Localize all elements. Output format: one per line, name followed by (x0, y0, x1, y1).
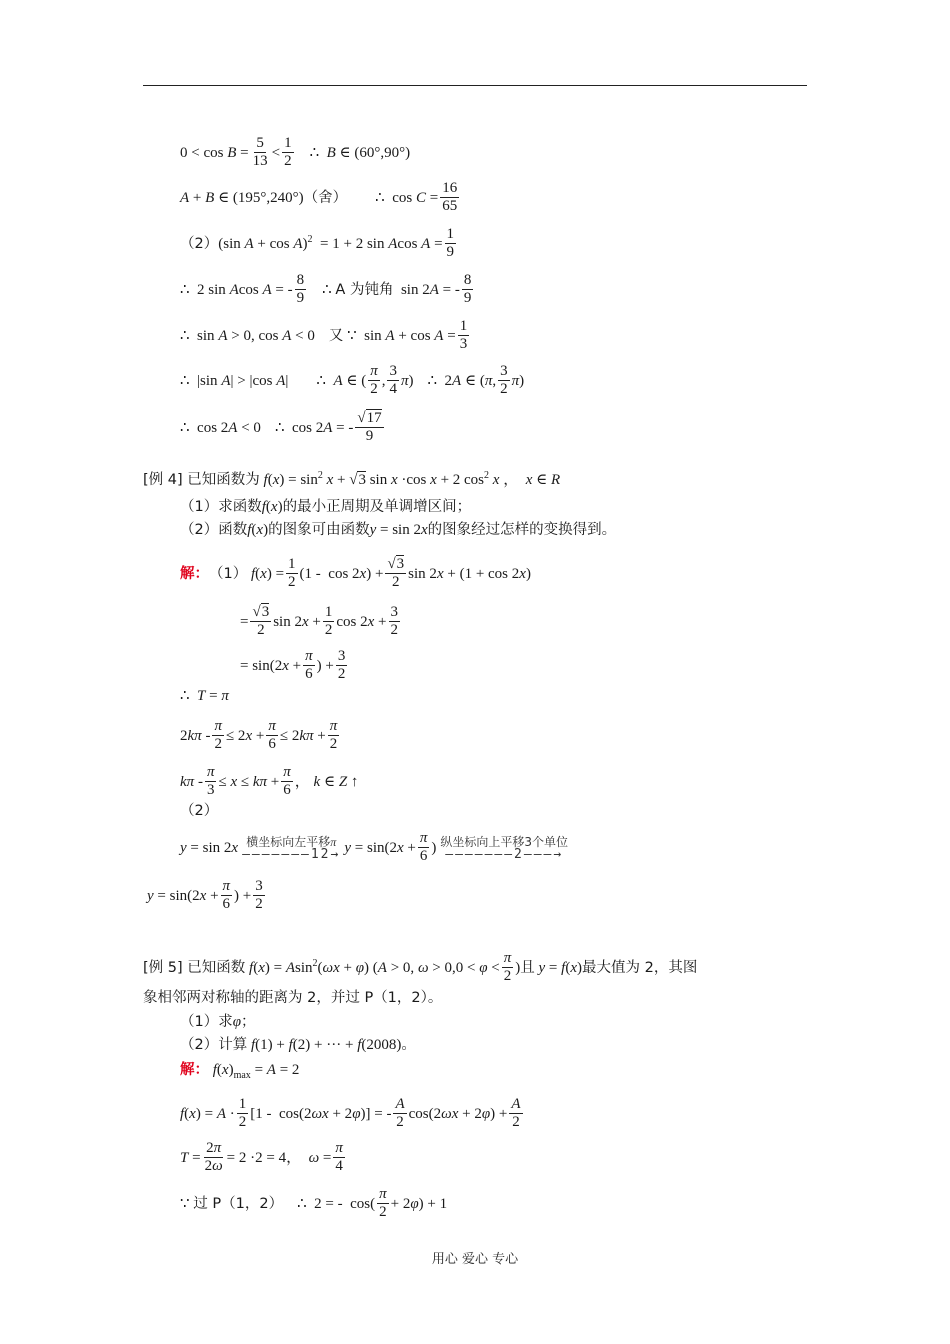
arrow1-label: 横坐标向左平移 (246, 834, 331, 849)
page-footer: 用心 爱心 专心 (431, 1252, 519, 1267)
line-cosB: 0 < cos B = $\frac{5}{13}$ < $\frac{1}{2}$ ∴ B ∈ (60°,90°) (180, 135, 411, 169)
solution4-interval: kπ - $\frac{\pi}{3}$ ≤ x ≤ kπ + $\frac{\pi}{6}$ ， k ∈ Z ↑ (180, 764, 359, 798)
discard-note: （舍） (303, 189, 348, 206)
q1-text: （1）求函数 (180, 499, 262, 515)
line-A-plus-B: A + B ∈ (195°,240°) （舍） ∴ cos C = $\frac{16}{65}$ (180, 180, 458, 214)
example5-question2: （2）计算 f(1) + f(2) + ··· + f(2008) 。 (180, 1037, 416, 1053)
part-label: （2） (180, 235, 219, 252)
solution-label: 解： (180, 565, 209, 582)
q2-tail: 的图象经过怎样的变换得到。 (427, 522, 617, 538)
example5-line2 (143, 988, 442, 1008)
solution4-part2-label (180, 801, 218, 821)
solution5-point: ∵ 过 P（1，2） ∴ 2 = - cos( $\frac{\pi}{2}$ + 2φ) + 1 (180, 1186, 448, 1220)
q2-mid: 的图象可由函数 (268, 522, 370, 538)
pass-point-text: 过 P（1，2） (193, 1195, 284, 1212)
solution4-line3: = sin(2x + $\frac{\pi}{6}$ ) + $\frac{3}{2}$ (240, 648, 346, 682)
solution5-expand: f(x) = A · $\frac{1}{2}$ [1 - cos(2ωx + 2φ)] = - $\frac{A}{2}$ cos(2ωx + 2φ) + $\frac{A}{2}$ (180, 1096, 521, 1130)
solution4-inequality: 2kπ - $\frac{\pi}{2}$ ≤ 2x + $\frac{\pi}{6}$ ≤ 2kπ + $\frac{\pi}{2}$ (180, 718, 338, 752)
example5-question1: （1）求 φ ； (180, 1014, 256, 1030)
header-rule (143, 85, 807, 86)
part2-label: （2） (180, 803, 219, 819)
q2-text: （2）函数 (180, 522, 248, 538)
transformation-line: y = sin 2x 横坐标向左平移π ———————12→ y = sin(2x + $\frac{\pi}{6}$ ) 纵坐标向上平移3个单位 ———————2———→ (180, 830, 569, 864)
solution5-label: 解： (180, 1062, 209, 1078)
ex5-line2-text: 象相邻两对称轴的距离为 2，并过 P（1，2）。 (143, 990, 443, 1006)
line-part2-square: （2） (sin A + cos A)$^2$ = 1 + 2 sin Acos A = $\frac{1}{9}$ (180, 226, 455, 260)
example5-title: [例 5] 已知函数 f(x) = Asin$^2$(ωx + φ) (A > 0, ω > 0,0 < φ < $\frac{\pi}{2}$ ) 且 y = f(x) 最大值为 2，其图 (143, 950, 698, 984)
transformation-result: y = sin(2x + $\frac{\pi}{6}$ ) + $\frac{3}{2}$ (147, 878, 263, 912)
also-note: 又 (328, 327, 344, 344)
solution5-max: 解： $f(x)_{max} = A = 2$ (180, 1062, 300, 1081)
solution5-period: T = $\frac{2\pi}{2\omega}$ = 2 ·2 = 4， ω = $\frac{\pi}{4}$ (180, 1140, 343, 1174)
shift-left-arrow: 横坐标向左平移π ———————12→ (242, 834, 341, 862)
example4-label: [例 4] 已知函数为 (143, 472, 260, 488)
shift-up-arrow: 纵坐标向上平移3个单位 ———————2———→ (440, 834, 569, 862)
example4-question2: （2）函数 f(x) 的图象可由函数 y = sin 2x 的图象经过怎样的变换得到。 (180, 522, 617, 538)
obtuse-note: A 为钝角 (335, 281, 394, 298)
line-sign: ∴ sin A > 0, cos A < 0 又 ∵ sin A + cos A = $\frac{1}{3}$ (180, 318, 468, 352)
line-cos2A: ∴ cos 2A < 0 ∴ cos 2A = - $\frac{√17}{9}$ (180, 410, 382, 444)
solution4-period: ∴ T = π (180, 688, 229, 704)
q1-tail: 的最小正周期及单调增区间； (282, 499, 472, 515)
solution4-line1: 解： （1） f(x) = $\frac{1}{2}$ (1 - cos 2x) + $\frac{√3}{2}$ sin 2x + (1 + cos 2x) (180, 556, 531, 590)
example4-title: [例 4] 已知函数为 $f(x) = \sin^2 x + √3$ sin x ·cos x + 2 $\cos^2 x$ ， x ∈ R (143, 470, 561, 488)
example5-label: [例 5] 已知函数 (143, 959, 246, 976)
cond-tail: 且 (520, 959, 535, 976)
solution4-line2: = $\frac{√3}{2}$ sin 2x + $\frac{1}{2}$ cos 2x + $\frac{3}{2}$ (240, 604, 398, 638)
arrow2-tail: 个单位 (532, 834, 569, 849)
line-range-A: ∴ |sin A| > |cos A| ∴ A ∈ ( $\frac{\pi}{2}$ , $\frac{3}{4}$ π) ∴ 2A ∈ (π, $\frac{3}{2}$ π) (180, 363, 525, 397)
line-2sinAcosA: ∴ 2 sin Acos A = - $\frac{8}{9}$ ∴ A 为钝角 sin 2A = - $\frac{8}{9}$ (180, 272, 472, 306)
arrow2-label: 纵坐标向上平移 (440, 834, 525, 849)
ex5-q1-text: （1）求 (180, 1014, 233, 1030)
example4-question1: （1）求函数 f(x) 的最小正周期及单调增区间； (180, 499, 472, 515)
ex5-q2-text: （2）计算 (180, 1037, 248, 1053)
part-label: （1） (209, 565, 248, 582)
max-text: 最大值为 2，其图 (581, 959, 698, 976)
